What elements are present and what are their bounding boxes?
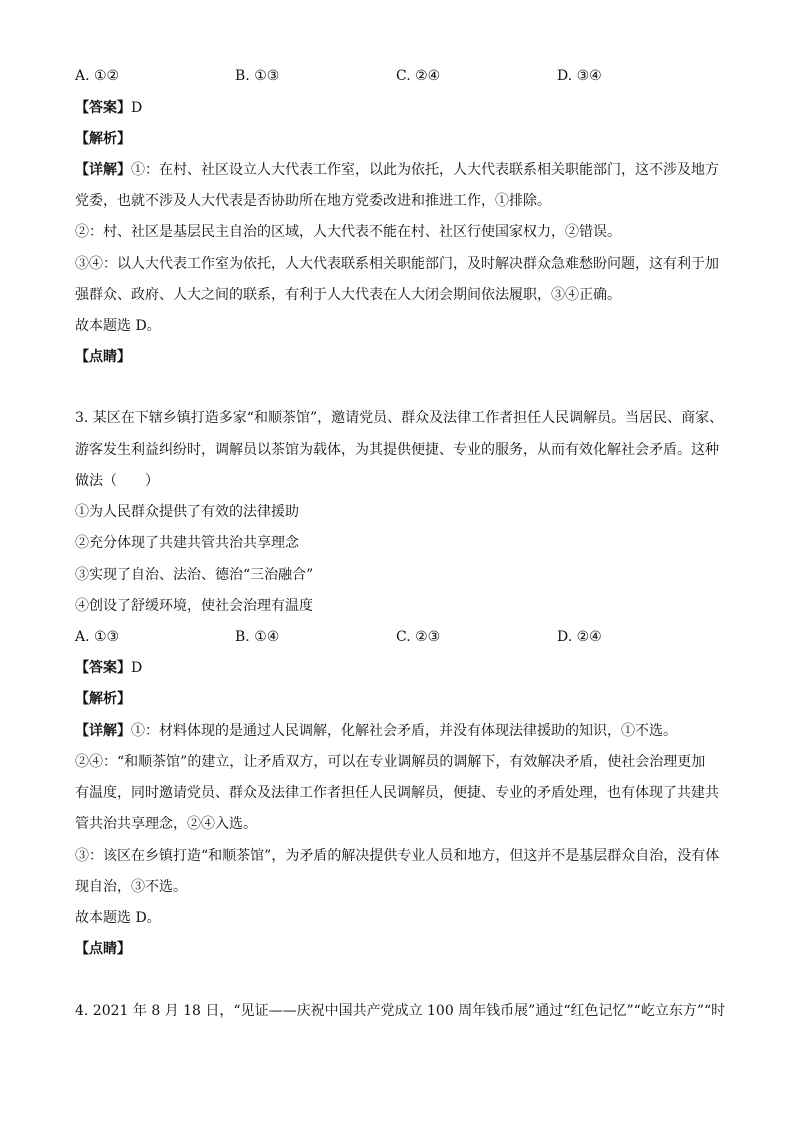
analysis-tag: 【解析】 — [75, 131, 131, 147]
option-c: C. ②③ — [396, 629, 441, 645]
option-d: D. ②④ — [557, 629, 602, 645]
question-text: 游客发生利益纠纷时，调解员以茶馆为载体，为其提供便捷、专业的服务，从而有效化解社会矛盾。这种 — [75, 442, 719, 458]
detail-tag: 【详解】 — [75, 162, 131, 178]
comment-tag: 【点睛】 — [75, 349, 131, 365]
detail-line: 强群众、政府、人大之间的联系，有利于人大代表在人大闭会期间依法履职，③④正确。 — [75, 287, 621, 303]
option-c: C. ②④ — [396, 68, 441, 84]
conclusion-line: 故本题选 D。 — [75, 910, 161, 926]
detail-text: ①：材料体现的是通过人民调解，化解社会矛盾，并没有体现法律援助的知识，①不选。 — [131, 723, 677, 739]
answer-tag: 【答案】 — [75, 660, 131, 676]
option-a: A. ①② — [75, 68, 120, 84]
detail-line: 有温度，同时邀请党员、群众及法律工作者担任人民调解员，便捷、专业的矛盾处理，也有体现了共建共 — [75, 785, 719, 801]
option-a: A. ①③ — [75, 629, 120, 645]
statement-item: ①为人民群众提供了有效的法律援助 — [75, 504, 299, 520]
detail-line: ②④：“和顺茶馆”的建立，让矛盾双方，可以在专业调解员的调解下，有效解决矛盾，使社会治理更加 — [75, 754, 706, 770]
detail-line: ③：该区在乡镇打造“和顺茶馆”，为矛盾的解决提供专业人员和地方，但这并不是基层群众自治，没有体 — [75, 848, 720, 864]
detail-line — [75, 160, 719, 180]
detail-text: ①：在村、社区设立人大代表工作室，以此为依托，人大代表联系相关职能部门，这不涉及地方 — [131, 162, 719, 178]
statement-item: ③实现了自治、法治、德治“三治融合” — [75, 567, 314, 583]
answer-tag: 【答案】 — [75, 100, 131, 116]
detail-line: 党委，也就不涉及人大代表是否协助所在地方党委改进和推进工作，①排除。 — [75, 193, 551, 209]
statement-item: ④创设了舒缓环境，使社会治理有温度 — [75, 598, 313, 614]
detail-tag: 【详解】 — [75, 723, 131, 739]
answer-value: D — [131, 660, 143, 676]
option-d: D. ③④ — [557, 68, 602, 84]
question-text: 3. 某区在下辖乡镇打造多家“和顺茶馆”，邀请党员、群众及法律工作者担任人民调解员。当居民、商家、 — [75, 410, 724, 426]
conclusion-line: 故本题选 D。 — [75, 318, 161, 334]
statement-item: ②充分体现了共建共管共治共享理念 — [75, 535, 299, 551]
detail-line — [75, 721, 677, 741]
detail-line: 现自治，③不选。 — [75, 879, 187, 895]
question-text: 4. 2021 年 8 月 18 日，“见证——庆祝中国共产党成立 100 周年钱币展”通过“红色记忆”“屹立东方”“时 — [75, 1003, 726, 1019]
answer-value: D — [131, 100, 143, 116]
question-text: 做法（ ） — [75, 473, 159, 489]
option-b: B. ①③ — [235, 68, 280, 84]
detail-line: ③④：以人大代表工作室为依托，人大代表联系相关职能部门，及时解决群众急难愁盼问题，这有利于加 — [75, 256, 719, 272]
comment-tag: 【点睛】 — [75, 941, 131, 957]
analysis-tag: 【解析】 — [75, 691, 131, 707]
detail-line: 管共治共享理念，②④入选。 — [75, 816, 257, 832]
answer-line — [75, 98, 142, 118]
answer-line — [75, 658, 142, 678]
detail-line: ②：村、社区是基层民主自治的区域，人大代表不能在村、社区行使国家权力，②错误。 — [75, 224, 621, 240]
option-b: B. ①④ — [235, 629, 280, 645]
